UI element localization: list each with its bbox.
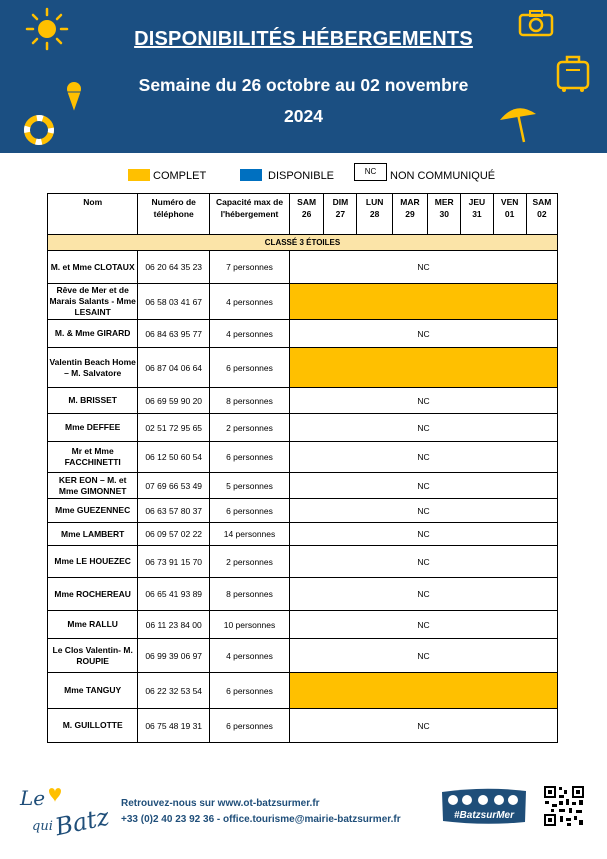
footer-website-line[interactable]: Retrouvez-nous sur www.ot-batzsurmer.fr [121, 798, 320, 809]
status-complet [289, 348, 557, 388]
status-nc: NC [289, 709, 557, 743]
cell-capacity: 8 personnes [210, 388, 290, 414]
table-row [48, 523, 558, 546]
cell-name: KER EON – M. et Mme GIMONNET [48, 473, 138, 499]
cell-name: M. GUILLOTTE [48, 709, 138, 743]
category-label: CLASSÉ 3 ÉTOILES [48, 235, 558, 251]
status-nc: NC [289, 499, 557, 523]
cell-capacity: 7 personnes [210, 251, 290, 284]
status-nc: NC [289, 473, 557, 499]
cell-name: Mme LAMBERT [48, 523, 138, 546]
page-title: DISPONIBILITÉS HÉBERGEMENTS [134, 28, 473, 50]
cell-phone: 06 65 41 93 89 [138, 578, 210, 611]
suitcase-icon [553, 52, 593, 94]
cell-phone: 06 75 48 19 31 [138, 709, 210, 743]
table-row [48, 388, 558, 414]
tiktok-icon [494, 795, 504, 805]
svg-text:Batz: Batz [52, 802, 110, 839]
cell-phone: 06 09 57 02 22 [138, 523, 210, 546]
table-header-row [48, 194, 558, 235]
category-row [48, 235, 558, 251]
cell-capacity: 6 personnes [210, 499, 290, 523]
cell-capacity: 8 personnes [210, 578, 290, 611]
legend [0, 163, 607, 191]
table-row [48, 709, 558, 743]
table-row [48, 284, 558, 320]
cell-name: Mme GUEZENNEC [48, 499, 138, 523]
col-header-day: VEN 01 [493, 194, 526, 235]
status-complet [289, 284, 557, 320]
table-row [48, 578, 558, 611]
cell-capacity: 14 personnes [210, 523, 290, 546]
col-header-day: MAR 29 [392, 194, 427, 235]
status-nc: NC [289, 578, 557, 611]
header-banner [0, 0, 607, 153]
cell-capacity: 10 personnes [210, 611, 290, 639]
cell-capacity: 6 personnes [210, 673, 290, 709]
cell-name: Mme LE HOUEZEC [48, 546, 138, 578]
facebook-icon [448, 795, 458, 805]
col-header-name: Nom [48, 194, 138, 235]
cell-name: M. BRISSET [48, 388, 138, 414]
table-row [48, 473, 558, 499]
cell-name: Mme TANGUY [48, 673, 138, 709]
cell-phone: 02 51 72 95 65 [138, 414, 210, 442]
cell-name: Mme RALLU [48, 611, 138, 639]
col-header-day: DIM 27 [324, 194, 357, 235]
col-header-day: MER 30 [428, 194, 461, 235]
svg-text:#BatzsurMer: #BatzsurMer [453, 810, 515, 821]
legend-complet-label: COMPLET [153, 170, 207, 182]
page-subtitle [100, 70, 507, 132]
status-nc: NC [289, 546, 557, 578]
linkedin-icon [508, 795, 518, 805]
status-nc: NC [289, 442, 557, 473]
legend-nc-box: NC [354, 163, 387, 181]
cell-phone: 07 69 66 53 49 [138, 473, 210, 499]
cell-phone: 06 99 39 06 97 [138, 639, 210, 673]
cell-phone: 06 11 23 84 00 [138, 611, 210, 639]
legend-nc-label: NON COMMUNIQUÉ [390, 170, 496, 182]
table-row [48, 499, 558, 523]
status-nc: NC [289, 388, 557, 414]
col-header-phone: Numéro de téléphone [138, 194, 210, 235]
legend-complet-swatch [128, 169, 150, 181]
table-row [48, 673, 558, 709]
cell-name: Le Clos Valentin- M. ROUPIE [48, 639, 138, 673]
cell-name: Rêve de Mer et de Marais Salants - Mme LESAINT [48, 284, 138, 320]
cell-capacity: 5 personnes [210, 473, 290, 499]
table-row [48, 611, 558, 639]
cell-phone: 06 73 91 15 70 [138, 546, 210, 578]
social-badge [439, 786, 529, 826]
cell-capacity: 6 personnes [210, 442, 290, 473]
cell-capacity: 4 personnes [210, 320, 290, 348]
sun-icon [24, 6, 70, 52]
table-row [48, 442, 558, 473]
cell-phone: 06 69 59 90 20 [138, 388, 210, 414]
col-header-capacity: Capacité max de l'hébergement [210, 194, 290, 235]
cell-phone: 06 58 03 41 67 [138, 284, 210, 320]
table-row [48, 320, 558, 348]
ice-cream-icon [64, 80, 84, 114]
cell-phone: 06 63 57 80 37 [138, 499, 210, 523]
status-nc: NC [289, 523, 557, 546]
x-icon [462, 795, 472, 805]
legend-disponible-swatch [240, 169, 262, 181]
table-row [48, 546, 558, 578]
cell-phone: 06 20 64 35 23 [138, 251, 210, 284]
legend-disponible-label: DISPONIBLE [268, 170, 335, 182]
cell-name: Valentin Beach Home – M. Salvatore [48, 348, 138, 388]
cell-capacity: 6 personnes [210, 348, 290, 388]
status-nc: NC [289, 639, 557, 673]
cell-phone: 06 87 04 06 64 [138, 348, 210, 388]
status-nc: NC [289, 611, 557, 639]
table-row [48, 251, 558, 284]
cell-capacity: 4 personnes [210, 639, 290, 673]
col-header-day: JEU 31 [461, 194, 493, 235]
cell-capacity: 2 personnes [210, 546, 290, 578]
cell-name: Mr et Mme FACCHINETTI [48, 442, 138, 473]
cell-phone: 06 84 63 95 77 [138, 320, 210, 348]
col-header-day: SAM 26 [289, 194, 323, 235]
status-nc: NC [289, 414, 557, 442]
beach-umbrella-icon [496, 100, 540, 144]
lifebuoy-icon [22, 113, 56, 147]
table-row [48, 414, 558, 442]
camera-icon [518, 8, 554, 38]
table-row [48, 639, 558, 673]
col-header-day: SAM 02 [526, 194, 557, 235]
footer-contact [121, 796, 401, 828]
cell-name: Mme ROCHEREAU [48, 578, 138, 611]
le-qui-batz-logo [18, 783, 110, 844]
status-complet [289, 673, 557, 709]
status-nc: NC [289, 320, 557, 348]
cell-capacity: 6 personnes [210, 709, 290, 743]
cell-name: M. et Mme CLOTAUX [48, 251, 138, 284]
qr-code [543, 785, 585, 827]
availability-table [47, 193, 558, 743]
instagram-icon [478, 795, 488, 805]
svg-text:Le: Le [20, 786, 46, 810]
col-header-day: LUN 28 [357, 194, 392, 235]
svg-text:qui: qui [32, 819, 53, 834]
cell-capacity: 4 personnes [210, 284, 290, 320]
subtitle-week: Semaine du 26 octobre au 02 novembre [138, 75, 469, 95]
cell-phone: 06 22 32 53 54 [138, 673, 210, 709]
cell-name: M. & Mme GIRARD [48, 320, 138, 348]
subtitle-year: 2024 [284, 106, 323, 126]
cell-capacity: 2 personnes [210, 414, 290, 442]
footer-phone-email-line[interactable]: +33 (0)2 40 23 92 36 - office.tourisme@mairie-batzsurmer.fr [121, 814, 401, 825]
status-nc: NC [289, 251, 557, 284]
cell-name: Mme DEFFEE [48, 414, 138, 442]
table-row [48, 348, 558, 388]
cell-phone: 06 12 50 60 54 [138, 442, 210, 473]
